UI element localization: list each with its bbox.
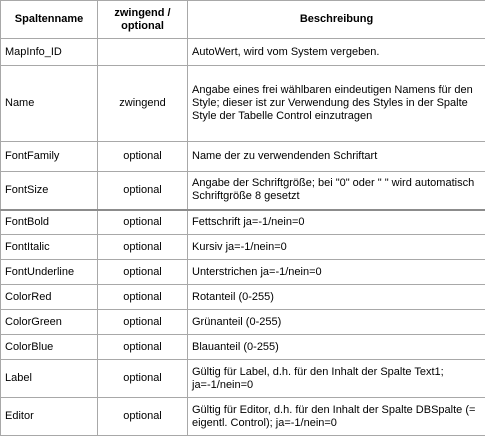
table-row — [1, 285, 485, 310]
cell-required: optional — [98, 310, 188, 335]
table-row — [1, 260, 485, 285]
cell-column-name: FontSize — [1, 172, 98, 210]
cell-column-name: Name — [1, 66, 98, 142]
cell-description: Rotanteil (0-255) — [188, 285, 485, 310]
cell-description: Gültig für Editor, d.h. für den Inhalt der Spalte DBSpalte (= eigentl. Control); ja=-1/nein=0 — [188, 398, 485, 436]
cell-description: Fettschrift ja=-1/nein=0 — [188, 210, 485, 235]
cell-required — [98, 39, 188, 66]
cell-description: Grünanteil (0-255) — [188, 310, 485, 335]
table-row — [1, 398, 485, 436]
header-row — [1, 1, 485, 39]
table-row — [1, 360, 485, 398]
header-description: Beschreibung — [188, 1, 485, 39]
cell-required: optional — [98, 210, 188, 235]
cell-description: Angabe eines frei wählbaren eindeutigen Namens für den Style; dieser ist zur Verwendung des Styles in der Spalte Style der Tabelle Control einzutragen — [188, 66, 485, 142]
cell-required: optional — [98, 172, 188, 210]
table-row — [1, 66, 485, 142]
cell-description: Unterstrichen ja=-1/nein=0 — [188, 260, 485, 285]
table-row — [1, 335, 485, 360]
cell-column-name: FontFamily — [1, 142, 98, 172]
table-row — [1, 210, 485, 235]
table-row — [1, 310, 485, 335]
cell-required: optional — [98, 360, 188, 398]
cell-required: zwingend — [98, 66, 188, 142]
cell-column-name: ColorBlue — [1, 335, 98, 360]
cell-column-name: FontBold — [1, 210, 98, 235]
cell-required: optional — [98, 142, 188, 172]
cell-column-name: ColorRed — [1, 285, 98, 310]
table-row — [1, 142, 485, 172]
cell-description: Name der zu verwendenden Schriftart — [188, 142, 485, 172]
cell-description: Angabe der Schriftgröße; bei "0" oder " " wird automatisch Schriftgröße 8 gesetzt — [188, 172, 485, 210]
header-column-name: Spaltenname — [1, 1, 98, 39]
header-required-optional: zwingend / optional — [98, 1, 188, 39]
cell-required: optional — [98, 335, 188, 360]
cell-description: Blauanteil (0-255) — [188, 335, 485, 360]
cell-required: optional — [98, 260, 188, 285]
cell-description: Kursiv ja=-1/nein=0 — [188, 235, 485, 260]
cell-required: optional — [98, 285, 188, 310]
table-row — [1, 235, 485, 260]
table-row — [1, 172, 485, 210]
cell-column-name: FontItalic — [1, 235, 98, 260]
cell-column-name: Label — [1, 360, 98, 398]
table-row — [1, 39, 485, 66]
cell-column-name: ColorGreen — [1, 310, 98, 335]
cell-column-name: MapInfo_ID — [1, 39, 98, 66]
cell-required: optional — [98, 235, 188, 260]
cell-description: Gültig für Label, d.h. für den Inhalt der Spalte Text1; ja=-1/nein=0 — [188, 360, 485, 398]
cell-column-name: FontUnderline — [1, 260, 98, 285]
cell-column-name: Editor — [1, 398, 98, 436]
cell-description: AutoWert, wird vom System vergeben. — [188, 39, 485, 66]
cell-required: optional — [98, 398, 188, 436]
